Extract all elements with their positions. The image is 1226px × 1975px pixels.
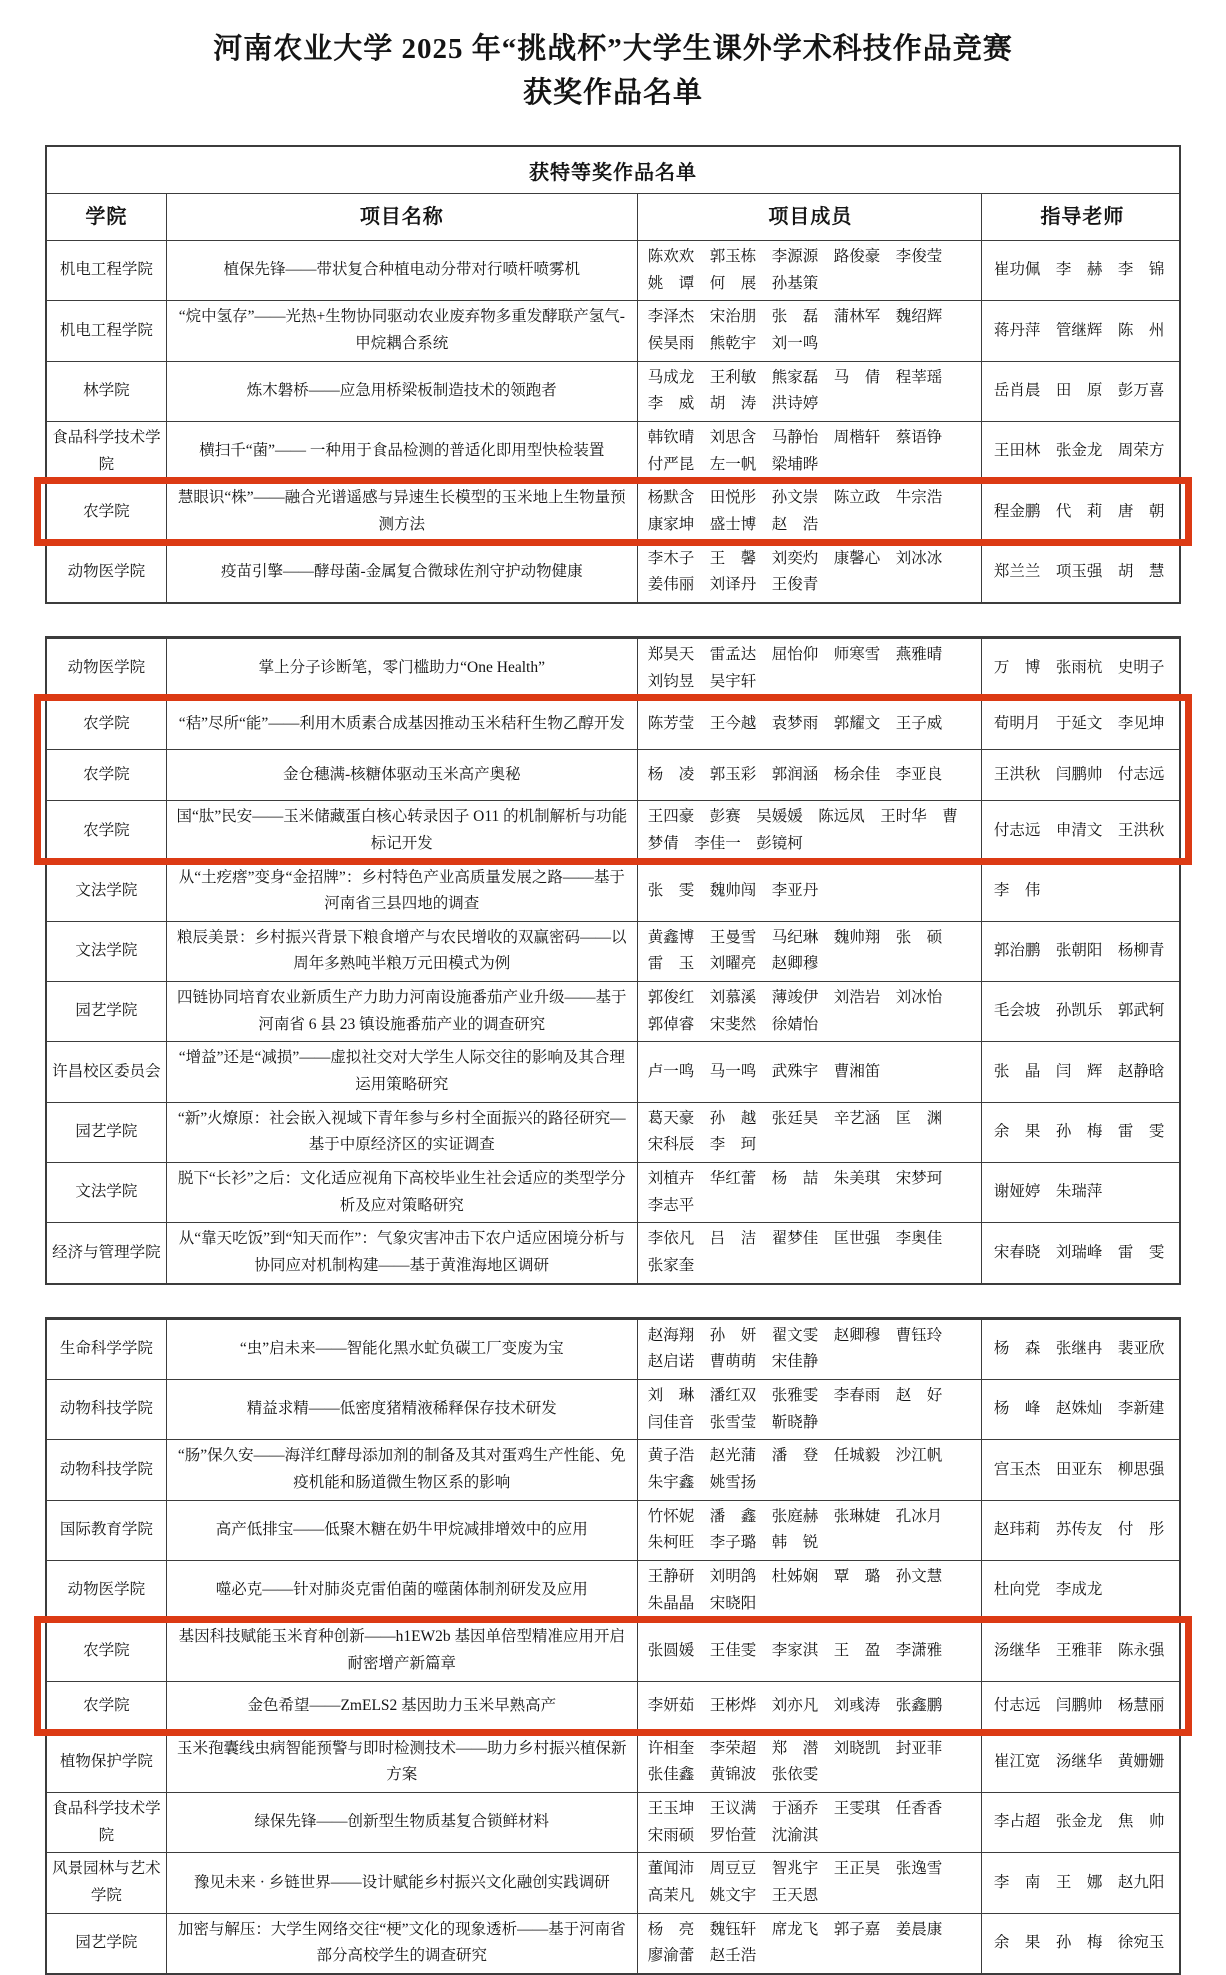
project-name-cell: 从“靠天吃饭”到“知天而作”：气象灾害冲击下农户适应困境分析与协同应对机制构建——基于黄淮海地区调研 [166,1223,637,1282]
table-row [47,1319,1179,1379]
members-cell: 李依凡 吕 洁 翟梦佳 匡世强 李奥佳 张家奎 [637,1223,981,1282]
project-name-cell: 横扫千“菌”—— 一种用于食品检测的普适化即用型快检装置 [166,422,637,481]
table-row [47,542,1179,602]
table-row [47,1792,1179,1852]
project-name-cell: 加密与解压：大学生网络交往“梗”文化的现象透析——基于河南省部分高校学生的调查研究 [166,1914,637,1973]
section-title-row [47,147,1179,193]
table-row [47,361,1179,421]
advisors-cell: 王田林 张金龙 周荣方 [981,422,1179,481]
advisors-cell: 宫玉杰 田亚东 柳思强 [981,1440,1179,1499]
college-cell: 文法学院 [75,1183,138,1201]
table-row [47,1852,1179,1912]
award-tables-container [45,145,1181,1975]
table-row [47,1732,1179,1792]
members-cell: 葛天豪 孙 越 张廷昊 辛艺涵 匡 渊 宋科辰 李 珂 [637,1103,981,1162]
advisors-cell: 荀明月 于延文 李见坤 [981,699,1179,749]
members-cell: 张圆媛 王佳雯 李家淇 王 盈 李潇雅 [637,1621,981,1680]
advisors-cell: 余 果 孙 梅 雷 雯 [981,1103,1179,1162]
members-cell: 刘 琳 潘红双 张雅雯 李春雨 赵 好 闫佳音 张雪莹 靳晓静 [637,1380,981,1439]
section-title-label: 获特等奖作品名单 [529,161,697,184]
table-row [47,1620,1179,1680]
college-cell: 农学院 [83,821,130,839]
college-cell: 经济与管理学院 [52,1243,161,1261]
members-cell: 黄子浩 赵光蒲 潘 登 任城毅 沙江帆 朱宇鑫 姚雪扬 [637,1440,981,1499]
college-cell: 园艺学院 [75,1933,138,1951]
college-cell: 动物科技学院 [59,1460,153,1478]
college-cell: 农学院 [83,765,130,783]
table-row [47,1500,1179,1560]
project-name-cell: “肠”保久安——海洋红酵母添加剂的制备及其对蛋鸡生产性能、免疫机能和肠道微生物区系的影响 [166,1440,637,1499]
project-name-cell: 豫见未来 · 乡链世界——设计赋能乡村振兴文化融创实践调研 [166,1853,637,1912]
project-name-cell: 植保先锋——带状复合种植电动分带对行喷杆喷雾机 [166,241,637,300]
members-cell: 马成龙 王利敏 熊家磊 马 倩 程莘瑶 李 威 胡 涛 洪诗婷 [637,362,981,421]
advisors-cell: 杨 森 张继冉 裴亚欣 [981,1320,1179,1379]
project-name-cell: “秸”尽所“能”——利用木质素合成基因推动玉米秸秆生物乙醇开发 [166,699,637,749]
project-name-cell: 精益求精——低密度猪精液稀释保存技术研发 [166,1380,637,1439]
table-row [47,1681,1179,1732]
members-cell: 张 雯 魏帅闯 李亚丹 [637,862,981,921]
advisors-cell: 崔江宽 汤继华 黄姗姗 [981,1733,1179,1792]
project-name-cell: “虫”启未来——智能化黑水虻负碳工厂变废为宝 [166,1320,637,1379]
project-name-cell: 绿保先锋——创新型生物质基复合锁鲜材料 [166,1793,637,1852]
project-name-cell: 金仓穗满-核糖体驱动玉米高产奥秘 [166,750,637,800]
college-cell: 农学院 [83,502,130,520]
advisors-cell: 郭治鹏 张朝阳 杨柳青 [981,922,1179,981]
members-cell: 郭俊红 刘慕溪 薄竣伊 刘浩岩 刘冰怡 郭倬睿 宋斐然 徐婧怡 [637,982,981,1041]
college-cell: 农学院 [83,714,130,732]
project-name-cell: 玉米孢囊线虫病智能预警与即时检测技术——助力乡村振兴植保新方案 [166,1733,637,1792]
members-cell: 赵海翔 孙 妍 翟文雯 赵卿穆 曹钰玲 赵启诺 曹萌萌 宋佳静 [637,1320,981,1379]
table-row [47,481,1179,541]
members-cell: 郑昊天 雷孟达 屈怡仰 师寒雪 燕雅晴 刘钧昱 吴宇轩 [637,639,981,698]
advisors-cell: 毛会坡 孙凯乐 郭武轲 [981,982,1179,1041]
table-row [47,921,1179,981]
advisors-cell: 谢娅婷 朱瑞萍 [981,1163,1179,1222]
members-cell: 李木子 王 馨 刘奕灼 康馨心 刘冰冰 姜伟丽 刘译丹 王俊青 [637,543,981,602]
table-row [47,240,1179,300]
project-name-cell: 高产低排宝——低聚木糖在奶牛甲烷减排增效中的应用 [166,1501,637,1560]
college-cell: 动物医学院 [67,1581,146,1599]
advisors-cell: 万 博 张雨杭 史明子 [981,639,1179,698]
college-cell: 园艺学院 [75,1123,138,1141]
project-name-cell: 基因科技赋能玉米育种创新——h1EW2b 基因单倍型精准应用开启耐密增产新篇章 [166,1621,637,1680]
document-title [103,28,1123,115]
advisors-cell: 李 南 王 娜 赵九阳 [981,1853,1179,1912]
table-row [47,749,1179,800]
college-cell: 食品科学技术学院 [52,428,161,473]
table-row [47,981,1179,1041]
members-cell: 陈欢欢 郭玉栋 李源源 路俊豪 李俊莹 姚 谭 何 展 孙基策 [637,241,981,300]
project-name-cell: 国“肽”民安——玉米储藏蛋白核心转录因子 O11 的机制解析与功能标记开发 [166,801,637,860]
table-row [47,1041,1179,1101]
college-cell: 动物科技学院 [59,1400,153,1418]
college-cell: 许昌校区委员会 [52,1062,161,1080]
table-row [47,861,1179,921]
advisors-cell: 余 果 孙 梅 徐宛玉 [981,1914,1179,1973]
award-table-3 [45,1317,1181,1975]
members-cell: 李妍茹 王彬烨 刘亦凡 刘彧涛 张鑫鹏 [637,1682,981,1732]
column-header-members: 项目成员 [637,194,981,240]
college-cell: 国际教育学院 [59,1520,153,1538]
members-cell: 杨默含 田悦彤 孙文崇 陈立政 牛宗浩 康家坤 盛士博 赵 浩 [637,482,981,541]
table-row [47,1162,1179,1222]
table-row [47,1560,1179,1620]
advisors-cell: 赵玮莉 苏传友 付 彤 [981,1501,1179,1560]
college-cell: 农学院 [83,1697,130,1715]
members-cell: 黄鑫博 王曼雪 马纪琳 魏帅翔 张 硕 雷 玉 刘曜亮 赵卿穆 [637,922,981,981]
college-cell: 风景园林与艺术学院 [52,1860,161,1904]
members-cell: 王玉坤 王议满 于涵乔 王雯琪 任香香 宋雨硕 罗怡萱 沈渝淇 [637,1793,981,1852]
advisors-cell: 王洪秋 闫鹏帅 付志远 [981,750,1179,800]
project-name-cell: 慧眼识“株”——融合光谱遥感与异速生长模型的玉米地上生物量预测方法 [166,482,637,541]
column-header-advisors: 指导老师 [981,194,1179,240]
college-cell: 生命科学学院 [59,1340,153,1358]
document-title-line2: 获奖作品名单 [522,76,703,109]
project-name-cell: 四链协同培育农业新质生产力助力河南设施番茄产业升级——基于河南省 6 县 23 镇设施番茄产业的调查研究 [166,982,637,1041]
table-row [47,1379,1179,1439]
project-name-cell: 噬必克——针对肺炎克雷伯菌的噬菌体制剂研发及应用 [166,1561,637,1620]
members-cell: 刘植卉 华红蕾 杨 喆 朱美琪 宋梦珂 李志平 [637,1163,981,1222]
members-cell: 李泽杰 宋治朋 张 磊 蒲林军 魏绍辉 侯昊雨 熊乾宇 刘一鸣 [637,301,981,360]
college-cell: 文法学院 [75,881,138,899]
advisors-cell: 付志远 申清文 王洪秋 [981,801,1179,860]
table-row [47,800,1179,860]
advisors-cell: 汤继华 王雅菲 陈永强 [981,1621,1179,1680]
advisors-cell: 崔功佩 李 赫 李 锦 [981,241,1179,300]
table-row [47,698,1179,749]
college-cell: 植物保护学院 [59,1752,153,1770]
advisors-cell: 宋春晓 刘瑞峰 雷 雯 [981,1223,1179,1282]
project-name-cell: 从“土疙瘩”变身“金招牌”：乡村特色产业高质量发展之路——基于河南省三县四地的调查 [166,862,637,921]
table-row [47,421,1179,481]
members-cell: 竹怀妮 潘 鑫 张庭赫 张琳婕 孔冰月 朱柯旺 李子璐 韩 锐 [637,1501,981,1560]
award-table-1 [45,145,1181,604]
advisors-cell: 蒋丹萍 管继辉 陈 州 [981,301,1179,360]
project-name-cell: 炼木磐桥——应急用桥梁板制造技术的领跑者 [166,362,637,421]
table-row [47,1102,1179,1162]
highlight-group [47,698,1179,860]
college-cell: 农学院 [83,1641,130,1659]
college-cell: 文法学院 [75,942,138,960]
members-cell: 王静研 刘明鸽 杜姊娴 覃 璐 孙文慧 朱晶晶 宋晓阳 [637,1561,981,1620]
column-header-row [47,193,1179,240]
table-row [47,1222,1179,1282]
document-title-line1: 河南农业大学 2025 年“挑战杯”大学生课外学术科技作品竞赛 [213,33,1013,65]
table-row [47,638,1179,698]
members-cell: 陈芳莹 王今越 袁梦雨 郭耀文 王子威 [637,699,981,749]
project-name-cell: 疫苗引擎——酵母菌-金属复合微球佐剂守护动物健康 [166,543,637,602]
members-cell: 卢一鸣 马一鸣 武殊宇 曹湘笛 [637,1042,981,1101]
advisors-cell: 杨 峰 赵姝灿 李新建 [981,1380,1179,1439]
college-cell: 动物医学院 [67,659,146,677]
college-cell: 机电工程学院 [59,261,153,279]
college-cell: 动物医学院 [67,562,146,580]
college-cell: 园艺学院 [75,1002,138,1020]
table-row [47,1913,1179,1973]
project-name-cell: “烷中氢存”——光热+生物协同驱动农业废弃物多重发酵联产氢气-甲烷耦合系统 [166,301,637,360]
members-cell: 王四豪 彭赛 吴媛媛 陈远凤 王时华 曹梦倩 李佳一 彭镜柯 [637,801,981,860]
advisors-cell: 杜向党 李成龙 [981,1561,1179,1620]
highlight-group [47,481,1179,541]
highlight-group [47,1620,1179,1731]
advisors-cell: 张 晶 闫 辉 赵静晗 [981,1042,1179,1101]
project-name-cell: 脱下“长衫”之后：文化适应视角下高校毕业生社会适应的类型学分析及应对策略研究 [166,1163,637,1222]
advisors-cell: 岳肖晨 田 原 彭万喜 [981,362,1179,421]
project-name-cell: “新”火燎原：社会嵌入视域下青年参与乡村全面振兴的路径研究—基于中原经济区的实证调查 [166,1103,637,1162]
advisors-cell: 程金鹏 代 莉 唐 朝 [981,482,1179,541]
project-name-cell: “增益”还是“减损”——虚拟社交对大学生人际交往的影响及其合理运用策略研究 [166,1042,637,1101]
award-table-2 [45,636,1181,1285]
members-cell: 许相奎 李荣超 郑 潜 刘晓凯 封亚菲 张佳鑫 黄锦波 张依雯 [637,1733,981,1792]
college-cell: 林学院 [83,381,130,399]
college-cell: 食品科学技术学院 [52,1799,161,1844]
advisors-cell: 郑兰兰 项玉强 胡 慧 [981,543,1179,602]
column-header-project: 项目名称 [166,194,637,240]
project-name-cell: 掌上分子诊断笔，零门槛助力“One Health” [166,639,637,698]
members-cell: 韩钦晴 刘思含 马静怡 周楷轩 蔡语铮 付严昆 左一帆 梁埔晔 [637,422,981,481]
column-header-college: 学院 [85,205,128,228]
members-cell: 杨 亮 魏钰轩 席龙飞 郭子嘉 姜晨康 廖渝蕾 赵壬浩 [637,1914,981,1973]
advisors-cell: 付志远 闫鹏帅 杨慧丽 [981,1682,1179,1732]
college-cell: 机电工程学院 [59,321,153,339]
members-cell: 董闻沛 周豆豆 智兆宇 王正昊 张逸雪 高茉凡 姚文宇 王天恩 [637,1853,981,1912]
project-name-cell: 金色希望——ZmELS2 基因助力玉米早熟高产 [166,1682,637,1732]
table-row [47,300,1179,360]
advisors-cell: 李 伟 [981,862,1179,921]
project-name-cell: 粮辰美景：乡村振兴背景下粮食增产与农民增收的双赢密码——以周年多熟吨半粮万元田模式为例 [166,922,637,981]
advisors-cell: 李占超 张金龙 焦 帅 [981,1793,1179,1852]
table-row [47,1439,1179,1499]
members-cell: 杨 凌 郭玉彩 郭润涵 杨余佳 李亚良 [637,750,981,800]
